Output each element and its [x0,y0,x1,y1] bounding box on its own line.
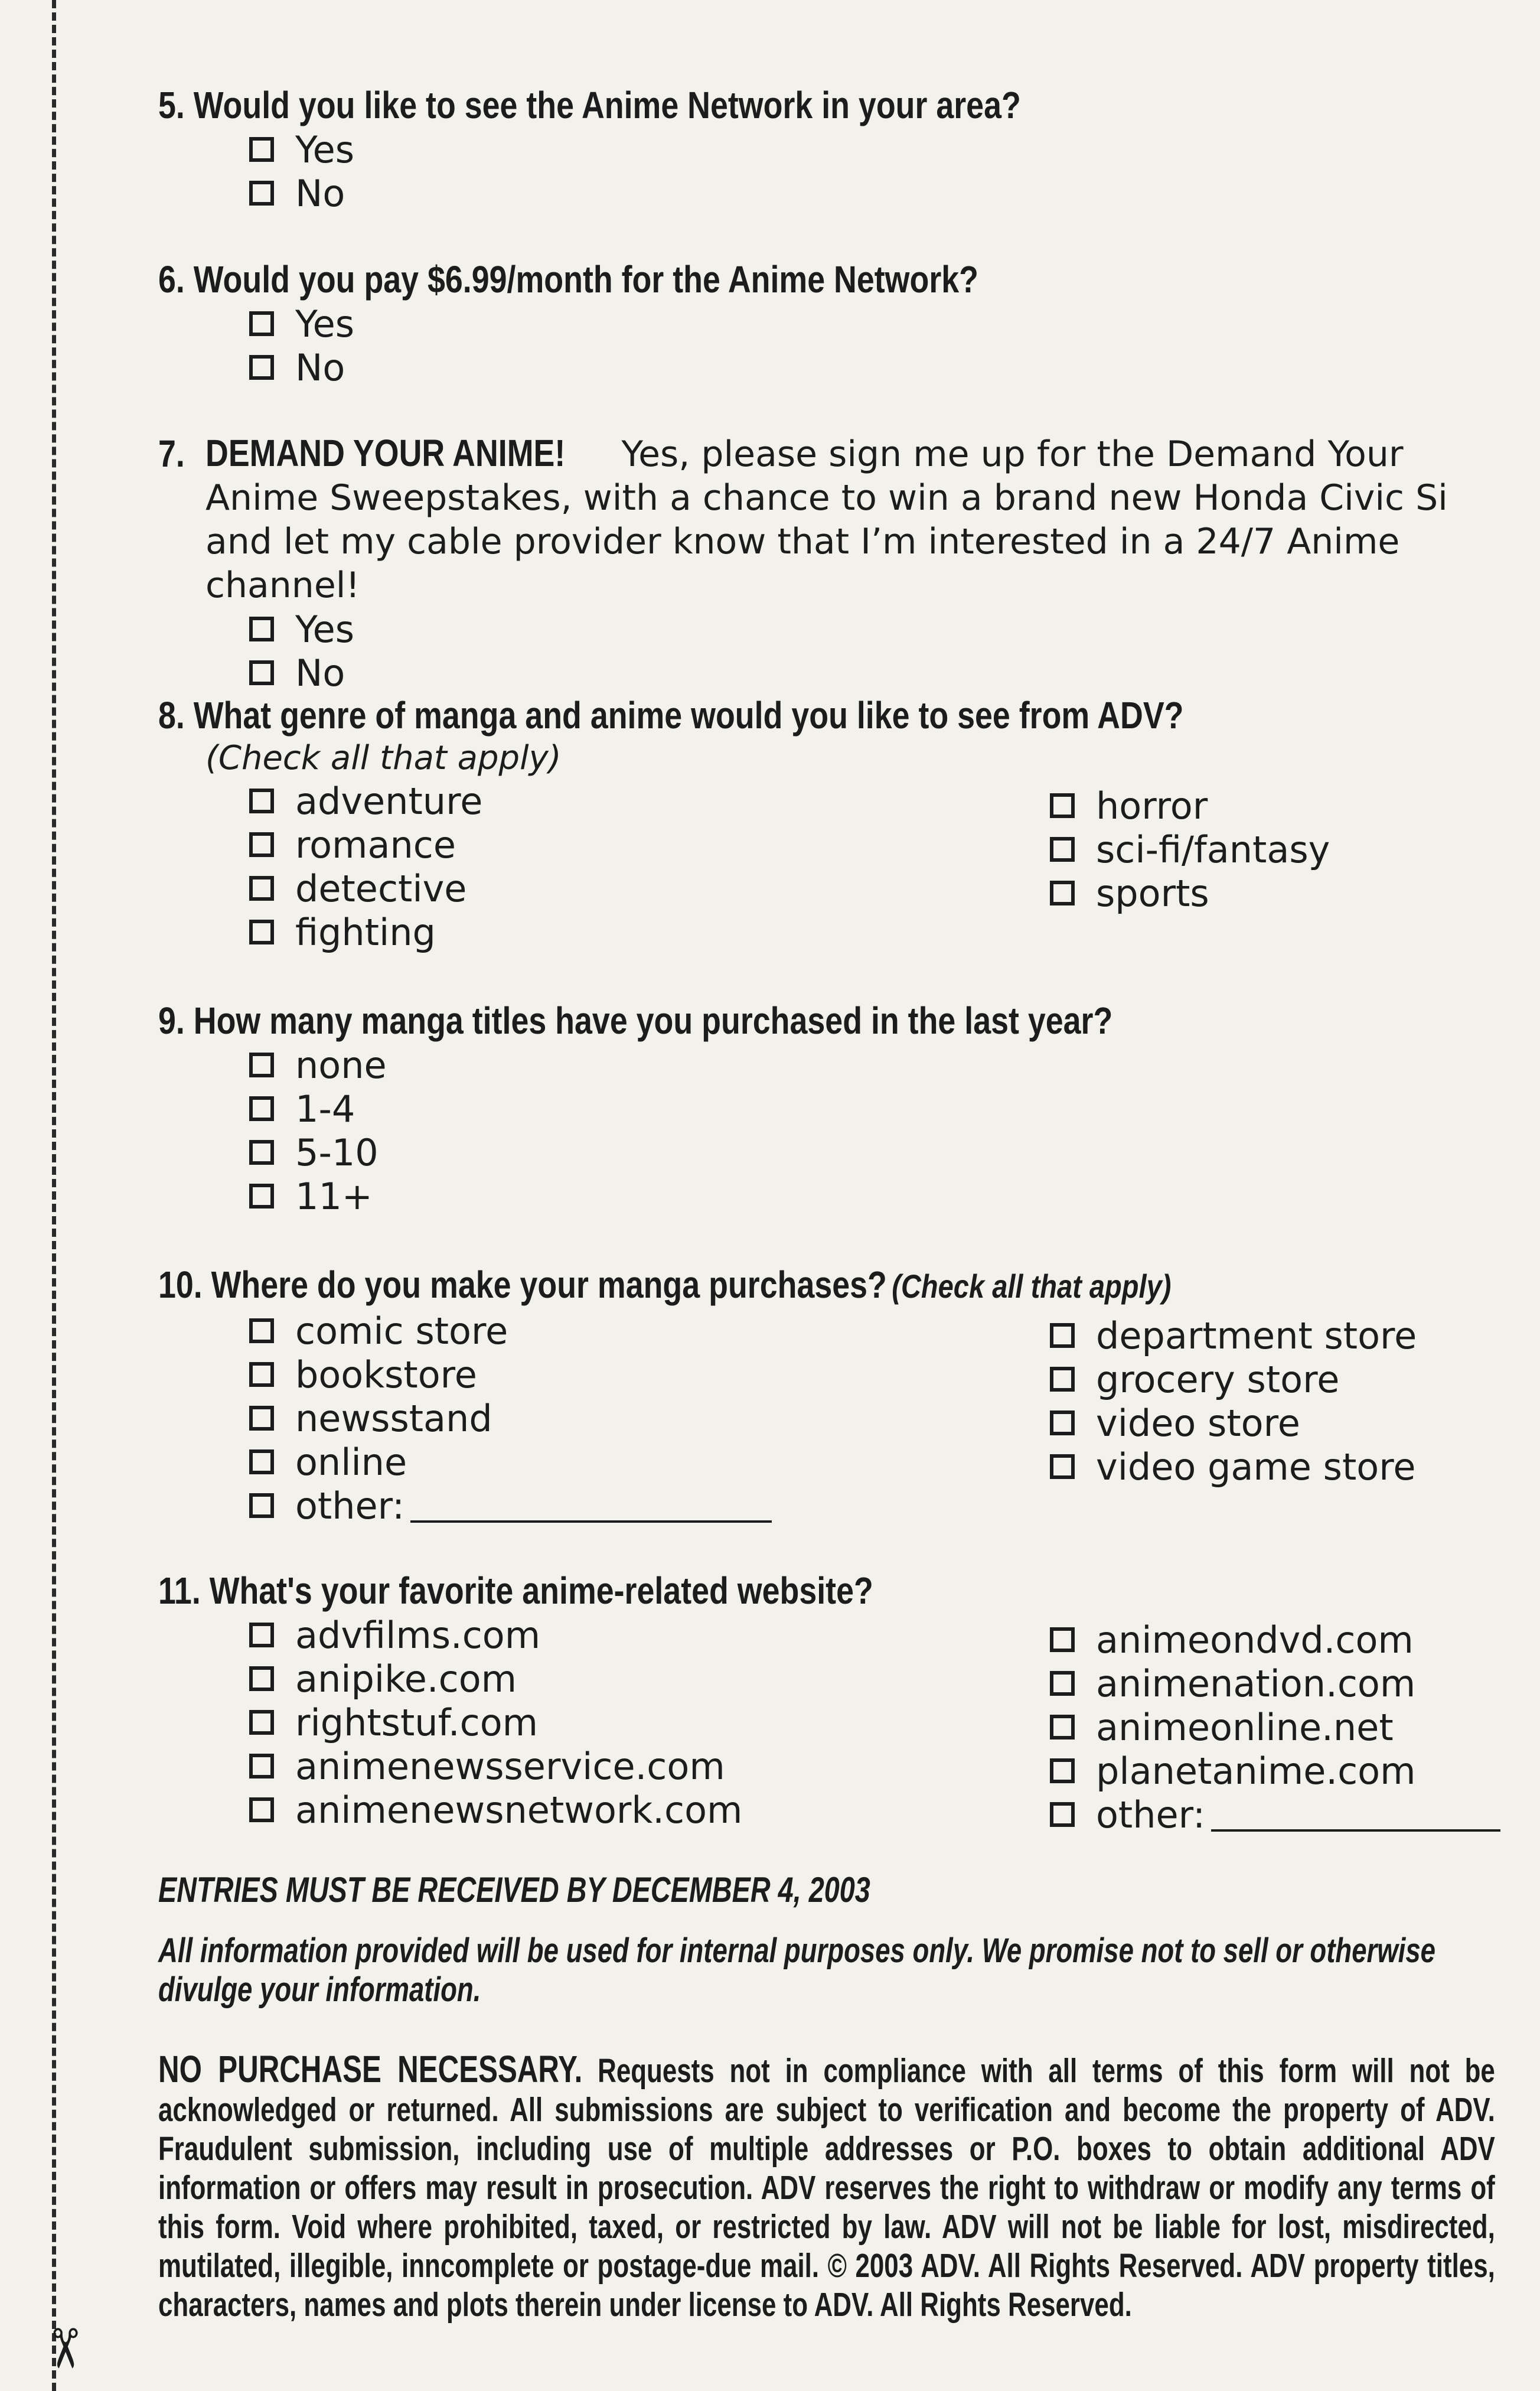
option-label: No [295,651,345,695]
checkbox-icon[interactable] [1050,881,1075,905]
cut-line [52,0,56,2391]
question-text: What genre of manga and anime would you like to see from ADV? [193,694,1184,737]
option-yes[interactable] [249,128,354,171]
option-animenewsservice[interactable] [249,1744,742,1788]
option-no[interactable] [249,171,354,215]
legal-text-block [158,2050,1495,2324]
option-label: 11+ [295,1174,373,1218]
option-online[interactable] [249,1440,772,1484]
question-title [158,257,1289,302]
question-8 [158,693,1505,956]
question-6 [158,257,1505,390]
option-grocery-store[interactable] [1050,1357,1417,1401]
checkbox-icon[interactable] [249,1406,274,1431]
checkbox-icon[interactable] [1050,1627,1075,1652]
option-yes[interactable] [249,607,354,651]
checkbox-icon[interactable] [249,1710,274,1735]
option-sci-fi-fantasy[interactable] [1050,828,1330,871]
option-no[interactable] [249,346,354,389]
option-label: 5-10 [295,1131,379,1174]
option-animenation[interactable] [1050,1662,1500,1705]
option-label: animeondvd.com [1096,1618,1414,1662]
question-title [158,998,1289,1043]
option-sports[interactable] [1050,871,1330,915]
question-5 [158,83,1505,216]
checkbox-icon[interactable] [1050,1323,1075,1348]
checkbox-icon[interactable] [249,1449,274,1474]
checkbox-icon[interactable] [249,832,274,857]
question-number: 8. [158,694,185,737]
option-fighting[interactable] [249,910,482,954]
checkbox-icon[interactable] [249,1184,274,1208]
privacy-notice [158,1931,1493,2009]
option-11-plus[interactable] [249,1174,387,1218]
question-note: (Check all that apply) [205,739,562,777]
option-animeondvd[interactable] [1050,1618,1500,1662]
option-planetanime[interactable] [1050,1749,1500,1793]
checkbox-icon[interactable] [1050,1671,1075,1696]
option-animeonline[interactable] [1050,1705,1500,1749]
question-text: What's your favorite anime-related website? [209,1569,873,1612]
option-rightstuf[interactable] [249,1701,742,1744]
checkbox-icon[interactable] [249,1053,274,1077]
option-label: none [295,1043,387,1087]
question-number: 6. [158,258,185,301]
question-note: (Check all that apply) [892,1268,1172,1305]
option-label: rightstuf.com [295,1701,539,1744]
question-number: 11. [158,1569,201,1612]
option-label: No [295,171,345,215]
option-label: newsstand [295,1396,492,1440]
checkbox-icon[interactable] [249,660,274,685]
question-text: Yes, please sign me up for the Demand Your Anime Sweepstakes, with a chance to win a brand new Honda Civic Si and let my cable provider know that I’m interested in a 24/7 Anime channel! [205,434,1448,606]
deadline-notice [158,1869,1493,1910]
option-label: Yes [295,607,355,651]
option-label: animenewsservice.com [295,1744,725,1788]
option-detective[interactable] [249,867,482,910]
option-label: romance [295,823,456,867]
checkbox-icon[interactable] [249,181,274,206]
option-label: video store [1096,1401,1300,1445]
option-label: fighting [295,910,436,954]
checkbox-icon[interactable] [249,1318,274,1343]
option-horror[interactable] [1050,784,1330,828]
option-label: adventure [295,779,483,823]
question-title [158,1262,1289,1309]
checkbox-icon[interactable] [1050,793,1075,818]
checkbox-icon[interactable] [1050,1411,1075,1435]
option-label: grocery store [1096,1357,1340,1401]
option-label: animeonline.net [1096,1705,1394,1749]
privacy-text: All information provided will be used for internal purposes only. We promise not to sell or otherwise divulge your information. [158,1931,1435,2009]
option-1-4[interactable] [249,1087,387,1131]
option-other[interactable] [249,1484,772,1527]
other-text-field[interactable] [410,1488,772,1523]
option-label: department store [1096,1314,1417,1357]
no-purchase-heading: NO PURCHASE NECESSARY. [158,2048,583,2090]
option-none[interactable] [249,1043,387,1087]
legal-text: Requests not in compliance with all terms of this form will not be acknowledged or returned. All submissions are subject to verification and become the property of ADV. Fraudulent submission, including use of multiple addresses or P.O. boxes to obtain additional ADV information or offers may result in prosecution. ADV reserves the right to withdraw or modify any terms of this form. Void where prohibited, taxed, or restricted by law. ADV will not be liable for lost, misdirected, mutilated, illegible, inncomplete or postage-due mail. © 2003 ADV. All Rights Reserved. ADV property titles, characters, names and plots therein under license to ADV. All Rights Reserved. [158,2052,1495,2324]
checkbox-icon[interactable] [249,1666,274,1691]
question-number: 5. [158,84,185,126]
option-yes[interactable] [249,302,354,346]
option-comic-store[interactable] [249,1309,772,1353]
checkbox-icon[interactable] [249,1493,274,1518]
option-department-store[interactable] [1050,1314,1417,1357]
option-anipike[interactable] [249,1657,742,1701]
option-label: sports [1096,871,1209,915]
question-number: 9. [158,999,185,1042]
scissors-icon: ✂ [32,2325,96,2372]
other-website-field[interactable] [1211,1797,1500,1832]
option-label: No [295,346,345,389]
option-label: video game store [1096,1445,1416,1488]
checkbox-icon[interactable] [249,1797,274,1822]
option-label: sci-fi/fantasy [1096,828,1330,871]
option-advfilms[interactable] [249,1613,742,1657]
question-number: 7. [158,432,185,475]
question-text: Would you pay $6.99/month for the Anime Network? [193,258,978,301]
option-newsstand[interactable] [249,1396,772,1440]
question-11 [158,1568,1505,1838]
checkbox-icon[interactable] [249,1140,274,1165]
deadline-text: ENTRIES MUST BE RECEIVED BY DECEMBER 4, 2003 [158,1870,870,1910]
checkbox-icon[interactable] [249,137,274,162]
option-no[interactable] [249,651,354,695]
option-label: comic store [295,1309,508,1353]
question-10 [158,1262,1505,1533]
checkbox-icon[interactable] [249,920,274,944]
checkbox-icon[interactable] [1050,1802,1075,1827]
question-7 [158,431,1505,696]
option-romance[interactable] [249,823,482,867]
question-text: How many manga titles have you purchased in the last year? [193,999,1113,1042]
option-bookstore[interactable] [249,1353,772,1396]
checkbox-icon[interactable] [1050,1715,1075,1739]
option-label: anipike.com [295,1657,517,1701]
option-label: horror [1096,784,1208,828]
question-title [158,1568,1289,1613]
option-label: detective [295,867,467,910]
question-title [158,83,1289,128]
option-label: Yes [295,128,355,171]
checkbox-icon[interactable] [1050,1758,1075,1783]
question-number: 10. [158,1263,203,1306]
checkbox-icon[interactable] [249,1362,274,1387]
legal-notice [158,2050,1493,2324]
sweepstakes-lead: DEMAND YOUR ANIME! [205,432,566,474]
checkbox-icon[interactable] [1050,837,1075,862]
checkbox-icon[interactable] [249,789,274,813]
option-video-store[interactable] [1050,1401,1417,1445]
checkbox-icon[interactable] [1050,1454,1075,1479]
checkbox-icon[interactable] [249,311,274,336]
checkbox-icon[interactable] [249,1754,274,1778]
option-video-game-store[interactable] [1050,1445,1417,1488]
option-label: animenation.com [1096,1662,1416,1705]
option-label: other: [295,1484,404,1527]
option-5-10[interactable] [249,1131,387,1174]
option-label: advfilms.com [295,1613,541,1657]
option-label: Yes [295,302,355,346]
checkbox-icon[interactable] [249,1623,274,1647]
question-9 [158,998,1505,1220]
question-text: Would you like to see the Anime Network in your area? [193,84,1021,126]
option-label: bookstore [295,1353,477,1396]
option-label: online [295,1440,407,1484]
option-label: 1-4 [295,1087,355,1131]
option-label: animenewsnetwork.com [295,1788,743,1832]
option-label: other: [1096,1793,1205,1836]
question-title [158,693,1289,738]
checkbox-icon[interactable] [1050,1367,1075,1392]
checkbox-icon[interactable] [249,1096,274,1121]
option-label: planetanime.com [1096,1749,1416,1793]
option-other-website[interactable] [1050,1793,1500,1836]
checkbox-icon[interactable] [249,876,274,901]
question-text-block [205,431,1481,607]
option-adventure[interactable] [249,779,482,823]
checkbox-icon[interactable] [249,355,274,380]
question-text: Where do you make your manga purchases? [211,1263,887,1306]
option-animenewsnetwork[interactable] [249,1788,742,1832]
checkbox-icon[interactable] [249,617,274,641]
